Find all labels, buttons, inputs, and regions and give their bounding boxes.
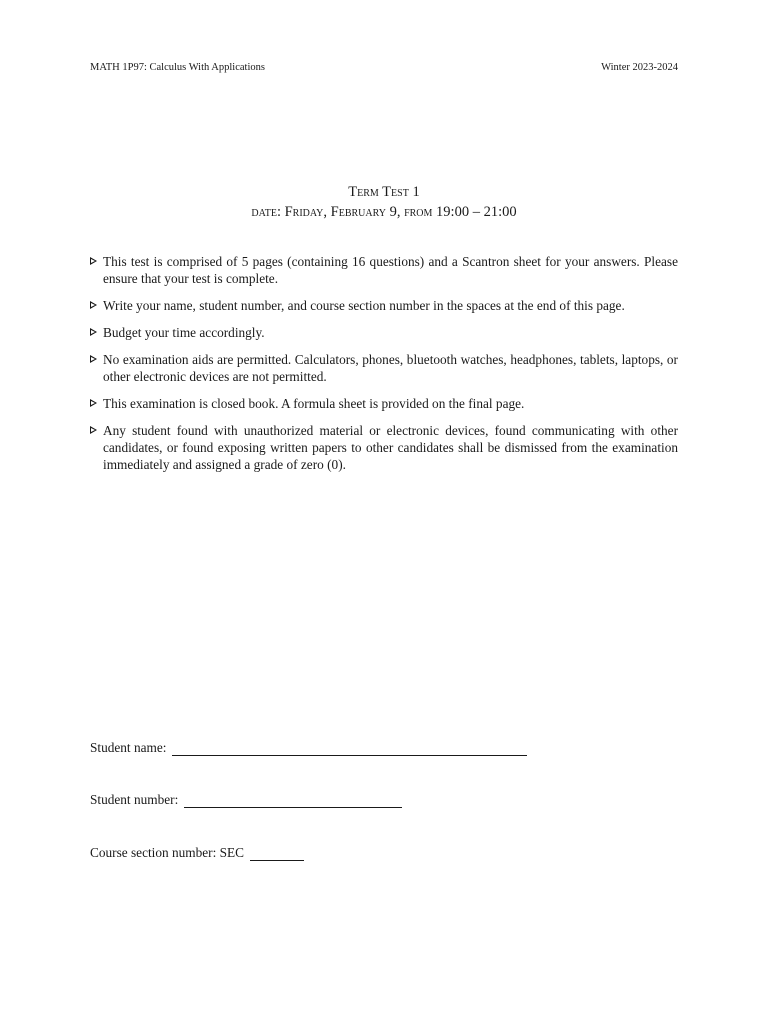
triangle-bullet-icon bbox=[90, 301, 97, 309]
triangle-bullet-icon bbox=[90, 426, 97, 434]
triangle-bullet-icon bbox=[90, 355, 97, 363]
triangle-bullet-icon bbox=[90, 399, 97, 407]
term-label: Winter 2023-2024 bbox=[601, 62, 678, 73]
student-name-field bbox=[90, 740, 527, 756]
instruction-list bbox=[90, 253, 678, 483]
student-name-blank[interactable] bbox=[172, 741, 527, 756]
course-section-field bbox=[90, 845, 304, 861]
student-number-label: Student number: bbox=[90, 792, 179, 807]
instruction-item bbox=[90, 351, 678, 385]
course-name: MATH 1P97: Calculus With Applications bbox=[90, 62, 265, 73]
instruction-text: Write your name, student number, and course section number in the spaces at the end of this page. bbox=[103, 298, 625, 313]
instruction-text: No examination aids are permitted. Calculators, phones, bluetooth watches, headphones, tablets, laptops, or other electronic devices are not permitted. bbox=[103, 352, 678, 384]
instruction-item bbox=[90, 395, 678, 412]
student-number-field bbox=[90, 792, 402, 808]
instruction-text: Budget your time accordingly. bbox=[103, 325, 265, 340]
triangle-bullet-icon bbox=[90, 257, 97, 265]
course-section-blank[interactable] bbox=[250, 846, 304, 861]
instruction-item bbox=[90, 297, 678, 314]
test-title-block bbox=[0, 182, 768, 222]
triangle-bullet-icon bbox=[90, 328, 97, 336]
course-section-label: Course section number: SEC bbox=[90, 845, 245, 860]
student-name-label: Student name: bbox=[90, 740, 167, 755]
test-date: date: Friday, February 9, from 19:00 – 21:00 bbox=[251, 204, 517, 220]
instruction-text: This test is comprised of 5 pages (containing 16 questions) and a Scantron sheet for your answers. Please ensure that your test is complete. bbox=[103, 254, 678, 286]
instruction-item bbox=[90, 324, 678, 341]
test-title: Term Test 1 bbox=[348, 184, 420, 200]
student-number-blank[interactable] bbox=[184, 793, 402, 808]
page-header bbox=[90, 62, 678, 73]
instruction-item bbox=[90, 253, 678, 287]
instruction-text: This examination is closed book. A formula sheet is provided on the final page. bbox=[103, 396, 525, 411]
instruction-item bbox=[90, 422, 678, 473]
instruction-text: Any student found with unauthorized material or electronic devices, found communicating with other candidates, or found exposing written papers to other candidates shall be dismissed from the examination immediately and assigned a grade of zero (0). bbox=[103, 423, 678, 472]
